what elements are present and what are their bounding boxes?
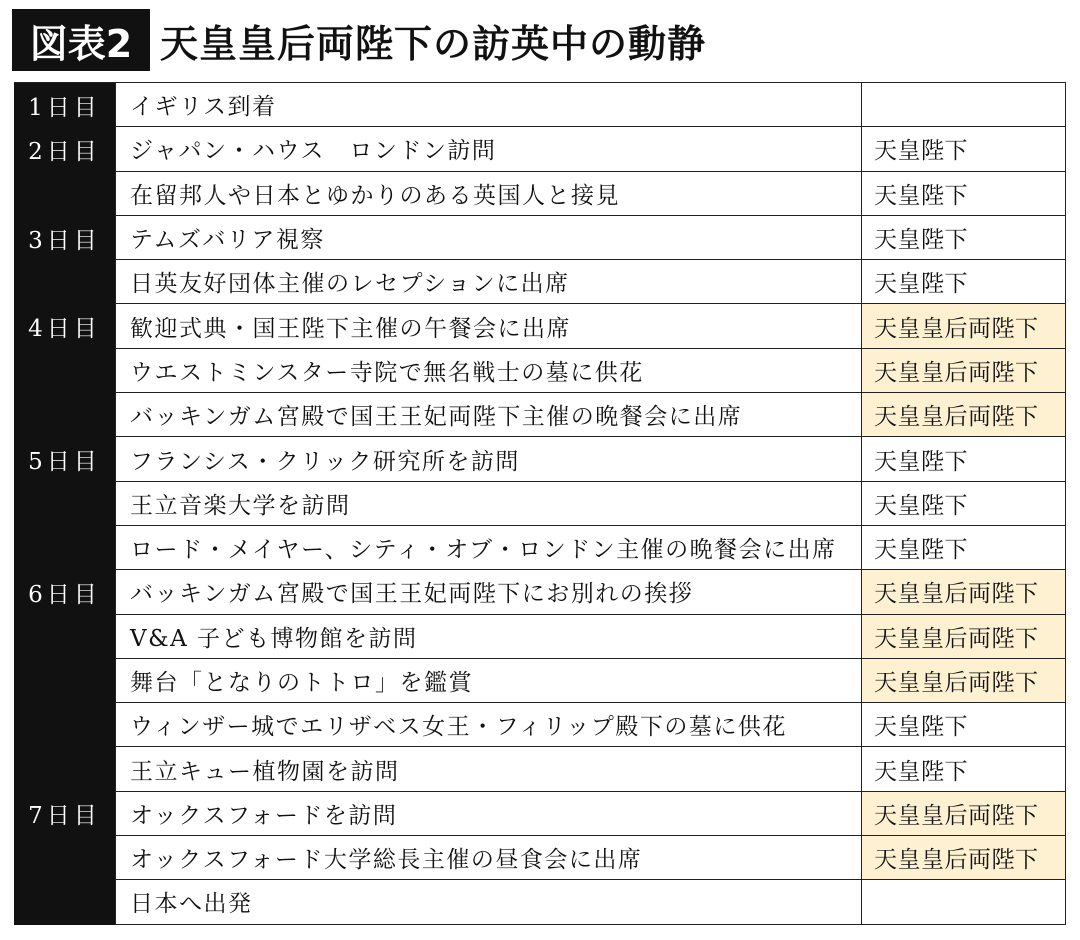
event-cell: 日英友好団体主催のレセプションに出席 (115, 260, 861, 304)
schedule-table (14, 82, 1066, 925)
day-cell (14, 349, 115, 393)
figure-label: 図表2 (12, 9, 150, 71)
attendee-cell: 天皇皇后両陛下 (861, 836, 1066, 880)
event-cell: ウィンザー城でエリザベス女王・フィリップ殿下の墓に供花 (115, 703, 861, 747)
table-row (14, 304, 1066, 348)
attendee-cell: 天皇陛下 (861, 437, 1066, 481)
day-cell: 6日目 (14, 570, 115, 614)
attendee-cell: 天皇陛下 (861, 703, 1066, 747)
table-row (14, 836, 1066, 880)
table-row (14, 260, 1066, 304)
day-cell (14, 659, 115, 703)
figure-title: 天皇皇后両陛下の訪英中の動静 (160, 21, 707, 66)
table-row (14, 83, 1066, 127)
day-cell: 5日目 (14, 437, 115, 481)
table-row (14, 349, 1066, 393)
event-cell: 王立キュー植物園を訪問 (115, 747, 861, 791)
event-cell: バッキンガム宮殿で国王王妃両陛下にお別れの挨拶 (115, 570, 861, 614)
table-row (14, 482, 1066, 526)
table-row (14, 393, 1066, 437)
day-cell (14, 615, 115, 659)
day-cell (14, 260, 115, 304)
attendee-cell: 天皇皇后両陛下 (861, 349, 1066, 393)
day-cell (14, 836, 115, 880)
table-row (14, 216, 1066, 260)
event-cell: テムズバリア視察 (115, 216, 861, 260)
event-cell: イギリス到着 (115, 83, 861, 127)
table-row (14, 659, 1066, 703)
day-cell (14, 393, 115, 437)
event-cell: 歓迎式典・国王陛下主催の午餐会に出席 (115, 304, 861, 348)
table-row (14, 703, 1066, 747)
event-cell: 在留邦人や日本とゆかりのある英国人と接見 (115, 172, 861, 216)
event-cell: バッキンガム宮殿で国王王妃両陛下主催の晩餐会に出席 (115, 393, 861, 437)
event-cell: オックスフォード大学総長主催の昼食会に出席 (115, 836, 861, 880)
table-row (14, 526, 1066, 570)
day-cell (14, 747, 115, 791)
day-cell (14, 880, 115, 924)
attendee-cell: 天皇陛下 (861, 127, 1066, 171)
attendee-cell (861, 880, 1066, 924)
day-cell: 7日目 (14, 792, 115, 836)
day-cell (14, 526, 115, 570)
table-row (14, 127, 1066, 171)
day-cell: 1日目 (14, 83, 115, 127)
day-cell: 3日目 (14, 216, 115, 260)
event-cell: オックスフォードを訪問 (115, 792, 861, 836)
attendee-cell: 天皇皇后両陛下 (861, 792, 1066, 836)
day-cell (14, 172, 115, 216)
table-row (14, 570, 1066, 614)
table-row (14, 880, 1066, 924)
event-cell: ロード・メイヤー、シティ・オブ・ロンドン主催の晩餐会に出席 (115, 526, 861, 570)
event-cell: 舞台「となりのトトロ」を鑑賞 (115, 659, 861, 703)
attendee-cell: 天皇陛下 (861, 260, 1066, 304)
attendee-cell: 天皇皇后両陛下 (861, 615, 1066, 659)
attendee-cell: 天皇陛下 (861, 216, 1066, 260)
table-row (14, 747, 1066, 791)
attendee-cell: 天皇皇后両陛下 (861, 659, 1066, 703)
day-cell: 4日目 (14, 304, 115, 348)
table-row (14, 792, 1066, 836)
attendee-cell: 天皇陛下 (861, 482, 1066, 526)
attendee-cell: 天皇皇后両陛下 (861, 570, 1066, 614)
attendee-cell (861, 83, 1066, 127)
attendee-cell: 天皇陛下 (861, 747, 1066, 791)
event-cell: フランシス・クリック研究所を訪問 (115, 437, 861, 481)
day-cell (14, 482, 115, 526)
event-cell: 王立音楽大学を訪問 (115, 482, 861, 526)
attendee-cell: 天皇皇后両陛下 (861, 304, 1066, 348)
attendee-cell: 天皇陛下 (861, 172, 1066, 216)
table-row (14, 615, 1066, 659)
attendee-cell: 天皇皇后両陛下 (861, 393, 1066, 437)
day-cell (14, 703, 115, 747)
table-row (14, 172, 1066, 216)
event-cell: ジャパン・ハウス ロンドン訪問 (115, 127, 861, 171)
event-cell: V&A 子ども博物館を訪問 (115, 615, 861, 659)
attendee-cell: 天皇陛下 (861, 526, 1066, 570)
table-row (14, 437, 1066, 481)
day-cell: 2日目 (14, 127, 115, 171)
event-cell: ウエストミンスター寺院で無名戦士の墓に供花 (115, 349, 861, 393)
figure-header (12, 8, 706, 72)
event-cell: 日本へ出発 (115, 880, 861, 924)
